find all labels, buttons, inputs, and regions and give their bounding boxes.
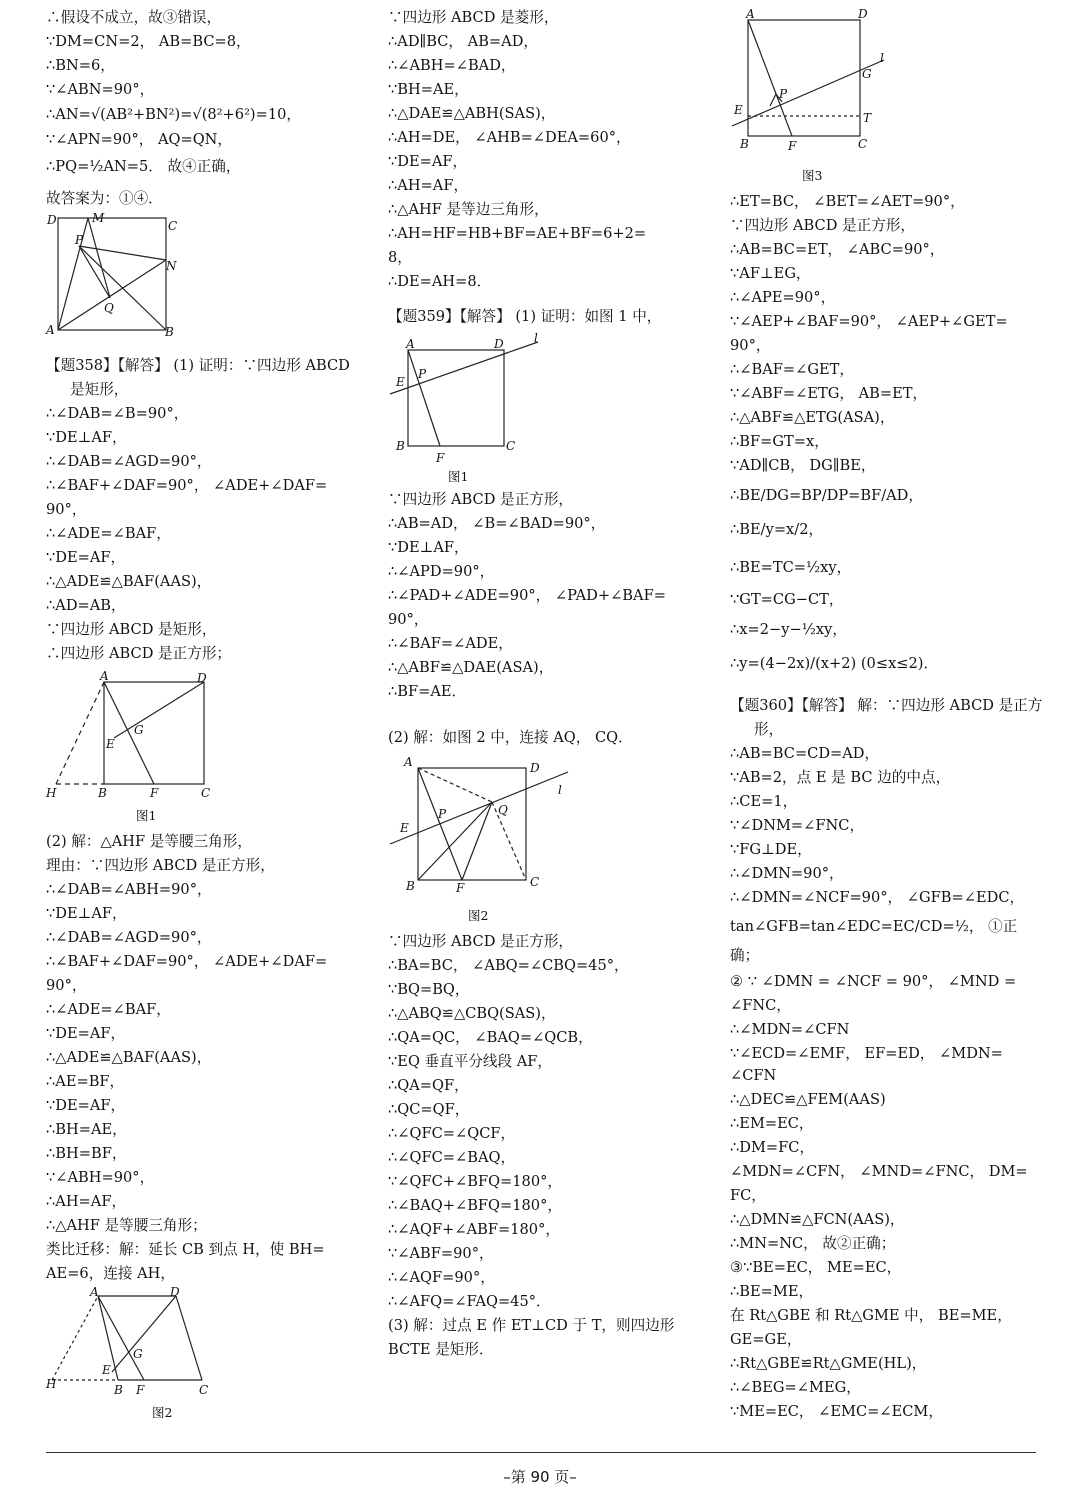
text-line: ∴PQ=½AN=5． 故④正确，	[46, 158, 241, 175]
text-line: ∴∠DAB=∠AGD=90°，	[46, 929, 212, 946]
figure-label: B	[406, 879, 415, 893]
text-line: ∵DM=CN=2， AB=BC=8，	[46, 33, 251, 50]
text-line: ∵ME=EC， ∠EMC=∠ECM，	[730, 1403, 943, 1420]
text-line: GE=GE，	[730, 1331, 802, 1348]
text-line: 在 Rt△GBE 和 Rt△GME 中， BE=ME，	[730, 1307, 1012, 1324]
figure-label: C	[530, 875, 540, 889]
figure-caption: 图1	[136, 808, 157, 823]
text-line: 形，	[754, 721, 784, 738]
text-line: ∴BA=BC， ∠ABQ=∠CBQ=45°，	[388, 957, 629, 974]
text-line: ∵四边形 ABCD 是矩形，	[46, 621, 217, 638]
figure-label: D	[494, 337, 504, 351]
text-line: ∵∠AEP+∠BAF=90°， ∠AEP+∠GET=	[730, 313, 1008, 330]
figure-label: F	[136, 1383, 145, 1397]
figure-label: E	[396, 375, 405, 389]
figure-label: C	[506, 439, 516, 453]
figure-label: l	[534, 331, 538, 345]
figure-label: A	[404, 755, 413, 769]
figure-label: F	[150, 786, 159, 800]
figure-caption: 图2	[468, 908, 489, 923]
text-line: ∵DE⊥AF，	[388, 539, 469, 556]
text-line: ∴∠AQF=90°，	[388, 1269, 495, 1286]
text-line: ∴AB=AD， ∠B=∠BAD=90°，	[388, 515, 606, 532]
text-line: ∴AD=AB，	[46, 597, 126, 614]
figure-label: D	[47, 213, 57, 227]
figure-label: N	[166, 259, 177, 273]
text-line: ∴∠DAB=∠B=90°，	[46, 405, 189, 422]
text-line: (2) 解：△AHF 是等腰三角形，	[46, 833, 252, 850]
figure-label: B	[165, 325, 174, 339]
text-line: ② ∵ ∠DMN = ∠NCF = 90°， ∠MND =	[730, 973, 1017, 990]
text-line: ∴AD∥BC， AB=AD，	[388, 33, 538, 50]
text-line: ∴△ADE≌△BAF(AAS)，	[46, 1049, 212, 1066]
text-line: ∴y=(4−2x)/(x+2) (0≤x≤2)．	[730, 655, 939, 672]
text-line: ∴△DMN≌△FCN(AAS)，	[730, 1211, 905, 1228]
text-line: ∴BF=GT=x，	[730, 433, 829, 450]
text-line: ∵∠ABN=90°，	[46, 81, 155, 98]
text-line: ∵AD∥CB， DG∥BE，	[730, 457, 876, 474]
text-line: ∴ET=BC， ∠BET=∠AET=90°，	[730, 193, 965, 210]
text-line: ∵∠DNM=∠FNC，	[730, 817, 865, 834]
question-358-heading: 【题358】【解答】 (1) 证明：∵四边形 ABCD	[46, 357, 350, 374]
text-line: ∴∠ADE=∠BAF，	[46, 525, 171, 542]
text-line: ∴∠MDN=∠CFN	[730, 1021, 850, 1038]
figure-label: D	[197, 671, 207, 685]
figure-label: A	[46, 323, 55, 337]
figure-label: H	[46, 1377, 57, 1391]
figure-label: G	[133, 1347, 143, 1361]
text-line: ∴Rt△GBE≌Rt△GME(HL)，	[730, 1355, 927, 1372]
figure-top-square	[46, 210, 196, 338]
text-line: ∴AB=BC=ET， ∠ABC=90°，	[730, 241, 945, 258]
text-line: 90°，	[46, 501, 87, 518]
text-line: ∴DE=AH=8．	[388, 273, 492, 290]
text-line: tan∠GFB=tan∠EDC=EC/CD=½， ①正	[730, 918, 1018, 935]
text-line: ∵∠ABF=∠ETG， AB=ET，	[730, 385, 928, 402]
text-line: ∴MN=NC， 故②正确；	[730, 1235, 896, 1252]
text-line: ∵四边形 ABCD 是正方形，	[730, 217, 916, 234]
figure-label: G	[862, 67, 872, 81]
figure-label: P	[438, 807, 447, 821]
figure-label: C	[168, 219, 178, 233]
text-line: ∵∠ECD=∠EMF， EF=ED， ∠MDN=	[730, 1045, 1003, 1062]
figure-label: A	[90, 1285, 99, 1299]
text-line: ∴QC=QF，	[388, 1101, 470, 1118]
text-line: ∴BF=AE．	[388, 683, 467, 700]
figure-label: C	[858, 137, 868, 151]
figure-label: F	[456, 881, 465, 895]
figure-label: P	[75, 233, 84, 247]
text-line: (3) 解：过点 E 作 ET⊥CD 于 T，则四边形	[388, 1317, 675, 1334]
text-line: ∴BE/y=x/2，	[730, 521, 824, 538]
question-359-heading: 【题359】【解答】 (1) 证明：如图 1 中，	[388, 308, 662, 325]
figure-label: E	[106, 737, 115, 751]
text-line: ∴∠BAF+∠DAF=90°， ∠ADE+∠DAF=	[46, 477, 328, 494]
text-line: 90°，	[388, 611, 429, 628]
text-line: FC，	[730, 1187, 766, 1204]
figure-caption: 图2	[152, 1405, 173, 1420]
question-360-heading: 【题360】【解答】 解：∵四边形 ABCD 是正方	[730, 697, 1043, 714]
text-line: ∴∠DAB=∠AGD=90°，	[46, 453, 212, 470]
text-line: ∵BH=AE，	[388, 81, 469, 98]
text-line: ∴∠ADE=∠BAF，	[46, 1001, 171, 1018]
text-line: ∵∠ABF=90°，	[388, 1245, 494, 1262]
text-line: ∴AH=AF，	[46, 1193, 127, 1210]
text-line: ∵DE=AF，	[46, 1025, 126, 1042]
text-line: ∴DM=FC，	[730, 1139, 815, 1156]
text-line: ③∵BE=EC， ME=EC，	[730, 1259, 902, 1276]
text-line: ∴x=2−y−½xy，	[730, 621, 847, 638]
text-line: ∴BE=TC=½xy，	[730, 559, 852, 576]
figure-label: C	[201, 786, 211, 800]
text-line: AE=6，连接 AH，	[46, 1265, 175, 1282]
text-line: 8，	[388, 249, 412, 266]
text-line: ∴AN=√(AB²+BN²)=√(8²+6²)=10，	[46, 106, 301, 123]
figure-label: M	[92, 211, 105, 225]
figure-label: Q	[498, 803, 508, 817]
text-line: ∴△AHF 是等边三角形，	[388, 201, 549, 218]
figure-358-1	[46, 668, 226, 826]
text-line: ∵AF⊥EG，	[730, 265, 811, 282]
text-line: ∴∠BAQ+∠BFQ=180°，	[388, 1197, 562, 1214]
figure-label: G	[134, 723, 144, 737]
text-line: ∴QA=QC， ∠BAQ=∠QCB，	[388, 1029, 593, 1046]
page-number: –第 90 页–	[503, 1468, 577, 1486]
figure-label: Q	[104, 301, 114, 315]
figure-caption: 图1	[448, 469, 469, 484]
text-line: ∴BH=AE，	[46, 1121, 127, 1138]
text-line: ∴∠DMN=90°，	[730, 865, 844, 882]
text-line: ∵四边形 ABCD 是正方形，	[388, 491, 574, 508]
text-line: ∴△ABQ≌△CBQ(SAS)，	[388, 1005, 556, 1022]
text-line: ∴AH=DE， ∠AHB=∠DEA=60°，	[388, 129, 631, 146]
figure-label: D	[170, 1285, 180, 1299]
figure-label: D	[858, 7, 868, 21]
text-line: ∴△ABF≌△DAE(ASA)，	[388, 659, 554, 676]
text-line: ∴BE/DG=BP/DP=BF/AD，	[730, 487, 923, 504]
figure-label: F	[436, 451, 445, 465]
text-line: 故答案为：①④．	[46, 190, 163, 207]
text-line: ∴四边形 ABCD 是正方形；	[46, 645, 232, 662]
text-line: ∵四边形 ABCD 是菱形，	[388, 9, 559, 26]
text-line: ∴∠QFC=∠QCF，	[388, 1125, 516, 1142]
figure-label: D	[530, 761, 540, 775]
text-line: ∴BN=6，	[46, 57, 115, 74]
text-line: ∵DE=AF，	[46, 1097, 126, 1114]
figure-label: A	[100, 669, 109, 683]
text-line: ∴△ABF≌△ETG(ASA)，	[730, 409, 895, 426]
text-line: ∴AH=AF，	[388, 177, 469, 194]
figure-label: E	[734, 103, 743, 117]
text-line: 是矩形，	[70, 381, 129, 398]
figure-label: H	[46, 786, 57, 800]
text-line: ∴△DAE≌△ABH(SAS)，	[388, 105, 556, 122]
text-line: ∴∠AFQ=∠FAQ=45°．	[388, 1293, 551, 1310]
text-line: 90°，	[46, 977, 87, 994]
figure-359-1	[388, 330, 558, 488]
figure-label: B	[98, 786, 107, 800]
text-line: ∴AH=HF=HB+BF=AE+BF=6+2=	[388, 225, 647, 242]
text-line: ∵BQ=BQ，	[388, 981, 470, 998]
text-line: ∴BH=BF，	[46, 1145, 127, 1162]
figure-label: F	[788, 139, 797, 153]
text-line: ∴△ADE≌△BAF(AAS)，	[46, 573, 212, 590]
text-line: ∴∠PAD+∠ADE=90°， ∠PAD+∠BAF=	[388, 587, 666, 604]
figure-label: T	[863, 111, 872, 125]
figure-359-3	[730, 4, 900, 186]
text-line: ∠FNC，	[730, 997, 791, 1014]
text-line: ∵四边形 ABCD 是正方形，	[388, 933, 574, 950]
text-line: ∴∠BAF=∠ADE，	[388, 635, 513, 652]
figure-label: E	[400, 821, 409, 835]
text-line: ∵EQ 垂直平分线段 AF，	[388, 1053, 553, 1070]
text-line: ∠MDN=∠CFN， ∠MND=∠FNC， DM=	[730, 1163, 1028, 1180]
figure-label: C	[199, 1383, 209, 1397]
text-line: ∴EM=EC，	[730, 1115, 814, 1132]
figure-label: B	[740, 137, 749, 151]
figure-358-2	[46, 1284, 226, 1422]
figure-label: E	[102, 1363, 111, 1377]
figure-label: P	[779, 87, 788, 101]
figure-label: A	[406, 337, 415, 351]
text-line: ∴BE=ME，	[730, 1283, 814, 1300]
text-line: ∴∠AQF+∠ABF=180°，	[388, 1221, 560, 1238]
figure-label: l	[880, 51, 884, 65]
text-line: ∴∠QFC=∠BAQ，	[388, 1149, 516, 1166]
text-line: ∴∠APD=90°，	[388, 563, 495, 580]
figure-359-2	[388, 752, 578, 924]
figure-label: l	[558, 783, 562, 797]
text-line: 类比迁移：解：延长 CB 到点 H，使 BH=	[46, 1241, 325, 1258]
text-line: BCTE 是矩形．	[388, 1341, 494, 1358]
text-line: (2) 解：如图 2 中，连接 AQ， CQ．	[388, 729, 633, 746]
text-line: ∴AB=BC=CD=AD，	[730, 745, 880, 762]
figure-label: B	[396, 439, 405, 453]
text-line: ∵∠ABH=90°，	[46, 1169, 155, 1186]
text-line: ∴AE=BF，	[46, 1073, 125, 1090]
text-line: ∴∠BAF+∠DAF=90°， ∠ADE+∠DAF=	[46, 953, 328, 970]
text-line: ∵DE⊥AF，	[46, 905, 127, 922]
figure-label: P	[418, 367, 427, 381]
figure-label: A	[746, 7, 755, 21]
text-line: ∴∠ABH=∠BAD，	[388, 57, 516, 74]
text-line: ∵DE=AF，	[46, 549, 126, 566]
text-line: ∵AB=2，点 E 是 BC 边的中点，	[730, 769, 951, 786]
text-line: ∵∠QFC+∠BFQ=180°，	[388, 1173, 563, 1190]
figure-caption: 图3	[802, 168, 823, 183]
text-line: ∵DE=AF，	[388, 153, 468, 170]
text-line: ∴∠DAB=∠ABH=90°，	[46, 881, 212, 898]
text-line: ∴∠BAF=∠GET，	[730, 361, 854, 378]
text-line: ∴QA=QF，	[388, 1077, 469, 1094]
text-line: ∵DE⊥AF，	[46, 429, 127, 446]
text-line: ∴△DEC≌△FEM(AAS)	[730, 1091, 886, 1108]
text-line: 理由：∵四边形 ABCD 是正方形，	[46, 857, 275, 874]
text-line: ∴∠DMN=∠NCF=90°， ∠GFB=∠EDC，	[730, 889, 1025, 906]
text-line: ∵∠APN=90°， AQ=QN，	[46, 131, 233, 148]
text-line: ∴∠BEG=∠MEG，	[730, 1379, 861, 1396]
text-line: ∴假设不成立，故③错误，	[46, 9, 222, 26]
figure-label: B	[114, 1383, 123, 1397]
text-line: ∵FG⊥DE，	[730, 841, 812, 858]
text-line: 确；	[730, 947, 760, 964]
text-line: ∠CFN	[730, 1067, 777, 1084]
text-line: 90°，	[730, 337, 771, 354]
footer-rule	[46, 1452, 1036, 1453]
text-line: ∵GT=CG−CT，	[730, 591, 844, 608]
text-line: ∴∠APE=90°，	[730, 289, 836, 306]
text-line: ∴CE=1，	[730, 793, 798, 810]
text-line: ∴△AHF 是等腰三角形；	[46, 1217, 207, 1234]
